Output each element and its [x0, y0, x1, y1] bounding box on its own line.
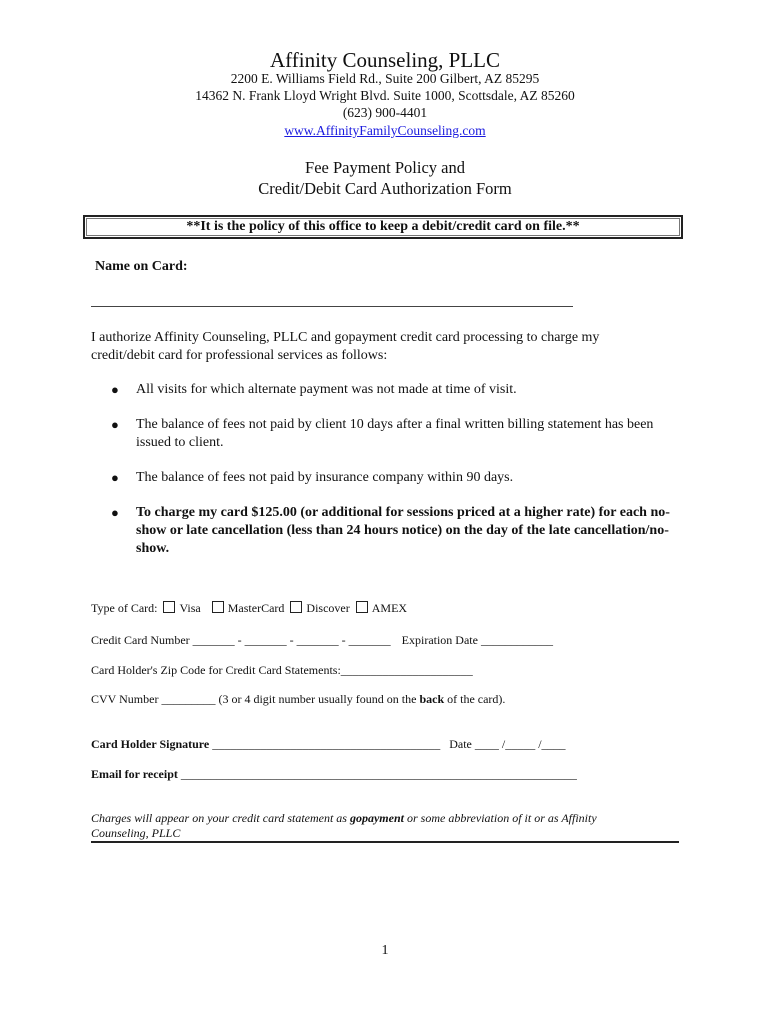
mastercard-checkbox[interactable] [212, 601, 224, 613]
amex-label: AMEX [371, 601, 408, 615]
email-field[interactable]: __________________________________________________________________ [180, 767, 577, 781]
mastercard-label: MasterCard [227, 601, 285, 615]
discover-checkbox[interactable] [290, 601, 302, 613]
services-list [91, 381, 671, 575]
signature-row [91, 737, 566, 752]
bullet-icon: ● [111, 505, 119, 520]
footer-divider [91, 841, 679, 843]
signature-label: Card Holder Signature [91, 737, 210, 751]
zip-label: Card Holder's Zip Code for Credit Card Statements: [91, 663, 341, 677]
footer-note-end: or some abbreviation of it or as Affinity Counseling, PLLC [91, 811, 597, 840]
visa-label: Visa [179, 601, 201, 615]
name-on-card-field[interactable] [91, 306, 573, 307]
website-container [0, 123, 770, 139]
bullet-icon: ● [111, 417, 119, 432]
address-gilbert: 2200 E. Williams Field Rd., Suite 200 Gilbert, AZ 85295 [230, 71, 540, 86]
card-type-label: Type of Card: [91, 601, 158, 615]
date-label: Date [449, 737, 472, 751]
phone-number: (623) 900-4401 [342, 105, 428, 120]
card-number-field[interactable]: _______ - _______ - _______ - _______ [192, 633, 391, 647]
card-number-label: Credit Card Number [91, 633, 190, 647]
amex-checkbox[interactable] [356, 601, 368, 613]
policy-banner: **It is the policy of this office to keep a debit/credit card on file.** [83, 215, 683, 239]
cvv-note-end: of the card). [447, 692, 506, 706]
visa-checkbox[interactable] [163, 601, 175, 613]
org-name: Affinity Counseling, PLLC [269, 48, 501, 72]
cvv-row [91, 692, 505, 707]
list-item-text: The balance of fees not paid by client 10 days after a final written billing statement has been issued to client. [136, 417, 654, 450]
cvv-note-emphasis: back [419, 692, 445, 706]
cvv-note: (3 or 4 digit number usually found on the [218, 692, 417, 706]
footer-note [91, 811, 651, 841]
list-item [91, 504, 671, 558]
address-scottsdale: 14362 N. Frank Lloyd Wright Blvd. Suite 1000, Scottsdale, AZ 85260 [195, 88, 575, 103]
authorization-paragraph: I authorize Affinity Counseling, PLLC and gopayment credit card processing to charge my credit/debit card for professional services as follows: [91, 330, 600, 363]
email-label: Email for receipt [91, 767, 178, 781]
card-type-row [91, 601, 407, 616]
bullet-icon: ● [111, 470, 119, 485]
list-item-text: To charge my card $125.00 (or additional for sessions priced at a higher rate) for each no-show or late cancellation (less than 24 hours notice) on the day of the late cancellation/no-show. [136, 505, 670, 556]
footer-note-emphasis: gopayment [349, 811, 404, 825]
list-item [91, 416, 671, 452]
signature-field[interactable]: ______________________________________ [212, 737, 441, 751]
bullet-icon: ● [111, 382, 119, 397]
zip-field[interactable]: ______________________ [340, 663, 473, 677]
list-item [91, 469, 671, 487]
discover-label: Discover [306, 601, 350, 615]
page-number: 1 [381, 943, 389, 958]
expiration-label: Expiration Date [401, 633, 478, 647]
cvv-label: CVV Number [91, 692, 159, 706]
form-title-line2: Credit/Debit Card Authorization Form [258, 179, 512, 198]
card-number-row [91, 633, 553, 648]
footer-note-text: Charges will appear on your credit card statement as [91, 811, 347, 825]
list-item [91, 381, 671, 399]
list-item-text: The balance of fees not paid by insurance company within 90 days. [136, 470, 514, 485]
list-item-text: All visits for which alternate payment was not made at time of visit. [136, 382, 517, 397]
form-title-line1: Fee Payment Policy and [305, 158, 465, 177]
website-link[interactable]: www.AffinityFamilyCounseling.com [284, 123, 486, 138]
email-row [91, 767, 577, 782]
date-field[interactable]: ____ /_____ /____ [474, 737, 566, 751]
zip-row [91, 663, 473, 678]
expiration-field[interactable]: ____________ [480, 633, 553, 647]
name-on-card-label: Name on Card: [95, 259, 188, 274]
cvv-field[interactable]: _________ [161, 692, 216, 706]
